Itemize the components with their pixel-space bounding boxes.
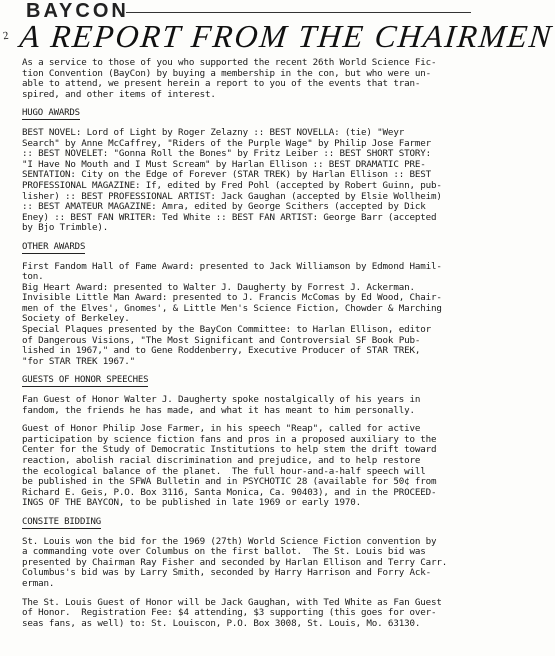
intro-line: able to attend, we present herein a report to you of the events that tran-: [22, 78, 421, 90]
intro-line: As a service to those of you who supported the recent 26th World Science Fic-: [22, 57, 437, 68]
bidding-line: Columbus's bid was by Larry Smith, seconded by Harry Harrison and Forry Ack-: [22, 567, 431, 579]
speech-line: be published in the SFWA Bulletin and in PSYCHOTIC 28 (available for 50¢ from: [22, 476, 437, 488]
bidding-line: presented by Chairman Ray Fisher and seconded by Harlan Ellison and Terry Carr.: [22, 556, 448, 568]
hugo-line: PROFESSIONAL MAGAZINE: If, edited by Fred Pohl (accepted by Robert Guinn, pub-: [22, 179, 442, 191]
other-awards-heading: OTHER AWARDS: [22, 241, 86, 252]
hugo-line: lisher) :: BEST PROFESSIONAL ARTIST: Jack Gaughan (accepted by Elsie Wollheim): [22, 190, 442, 202]
header-rule: [126, 12, 471, 13]
speech-line: Richard E. Geis, P.O. Box 3116, Santa Monica, Ca. 90403), and in the PROCEED-: [22, 486, 437, 498]
other-line: First Fandom Hall of Fame Award: presented to Jack Williamson by Edmond Hamil-: [22, 260, 442, 272]
other-line: men of the Elves', Gnomes', & Little Men's Science Fiction, Chowder & Marching: [22, 302, 442, 314]
hugo-line: :: BEST NOVELET: "Gonna Roll the Bones" by Fritz Leiber :: BEST SHORT STORY:: [22, 148, 431, 160]
bidding-line: a commanding vote over Columbus on the first ballot. The St. Louis bid was: [22, 546, 426, 558]
intro-line: tion Convention (BayCon) by buying a membership in the con, but who were un-: [22, 67, 431, 79]
speech-line: reaction, abolish racial discrimination and prejudice, and to help restore: [22, 455, 421, 466]
hugo-line: :: BEST AMATEUR MAGAZINE: Amra, edited by George Scithers (accepted by Dick: [22, 201, 426, 213]
bidding-paragraph-2: [22, 598, 490, 630]
bidding-line: seas fans, as well) to: St. Louiscon, P.O. Box 3008, St. Louis, Mo. 63130.: [22, 617, 421, 629]
speeches-paragraph-2: [22, 424, 490, 509]
other-line: Special Plaques presented by the BayCon Committee: to Harlan Ellison, editor: [22, 324, 431, 336]
hugo-line: SENTATION: City on the Edge of Forever (STAR TREK) by Harlan Ellison :: BEST: [22, 169, 431, 181]
bidding-line: The St. Louis Guest of Honor will be Jack Gaughan, with Ted White as Fan Guest: [22, 596, 442, 608]
bidding-line: St. Louis won the bid for the 1969 (27th) World Science Fiction convention by: [22, 535, 437, 547]
hugo-line: by Bjo Trimble).: [22, 222, 109, 234]
speeches-paragraph-1: [22, 395, 490, 416]
speeches-heading: GUESTS OF HONOR SPEECHES: [22, 375, 149, 386]
other-line: ton.: [22, 271, 44, 283]
report-header: [18, 0, 555, 58]
hugo-heading: HUGO AWARDS: [22, 108, 80, 119]
other-line: lished in 1967," and to Gene Roddenberry, Executive Producer of STAR TREK,: [22, 345, 421, 357]
other-line: Society of Berkeley.: [22, 313, 130, 325]
hugo-line: "I Have No Mouth and I Must Scream" by Harlan Ellison :: BEST DRAMATIC PRE-: [22, 158, 426, 170]
corner-mark: 2: [2, 29, 10, 43]
speech-line: participation by science fiction fans and pros in a proposed auxiliary to the: [22, 433, 437, 445]
hugo-paragraph: [22, 128, 490, 234]
hugo-line: BEST NOVEL: Lord of Light by Roger Zelazny :: BEST NOVELLA: (tie) "Weyr: [22, 126, 405, 138]
speech-line: INGS OF THE BAYCON, to be published in late 1969 or early 1970.: [22, 497, 362, 509]
bidding-line: of Honor. Registration Fee: $4 attending, $3 supporting (this goes for over-: [22, 607, 437, 619]
other-line: of Dangerous Visions, "The Most Significant and Controversial SF Book Pub-: [22, 334, 421, 346]
bidding-line: erman.: [22, 577, 55, 589]
other-awards-paragraph: [22, 262, 490, 368]
bidding-paragraph-1: [22, 537, 490, 590]
other-line: "for STAR TREK 1967.": [22, 355, 136, 367]
speech-line: the ecological balance of the planet. The full hour-and-a-half speech will: [22, 465, 426, 477]
report-body: [22, 58, 490, 629]
bidding-heading: CONSITE BIDDING: [22, 516, 102, 527]
other-line: Big Heart Award: presented to Walter J. Daugherty by Forrest J. Ackerman.: [22, 281, 415, 293]
hugo-line: Search" by Anne McCaffrey, "Riders of the Purple Wage" by Philip Jose Farmer: [22, 137, 431, 149]
other-line: Invisible Little Man Award: presented to J. Francis McComas by Ed Wood, Chair-: [22, 292, 442, 304]
speech-line: Center for the Study of Democratic Institutions to help stem the drift toward: [22, 444, 437, 456]
intro-line: spired, and other items of interest.: [22, 88, 216, 100]
speech-line: fandom, the friends he has made, and what it has meant to him personally.: [22, 404, 415, 416]
header-title: BAYCON: [26, 0, 129, 22]
hugo-line: Eney) :: BEST FAN WRITER: Ted White :: BEST FAN ARTIST: George Barr (accepted: [22, 211, 437, 223]
speech-line: Guest of Honor Philip Jose Farmer, in his speech "Reap", called for active: [22, 423, 421, 435]
speech-line: Fan Guest of Honor Walter J. Daugherty spoke nostalgically of his years in: [22, 394, 421, 406]
intro-paragraph: [22, 58, 490, 100]
header-subtitle: A REPORT FROM THE CHAIRMEN: [18, 18, 555, 54]
